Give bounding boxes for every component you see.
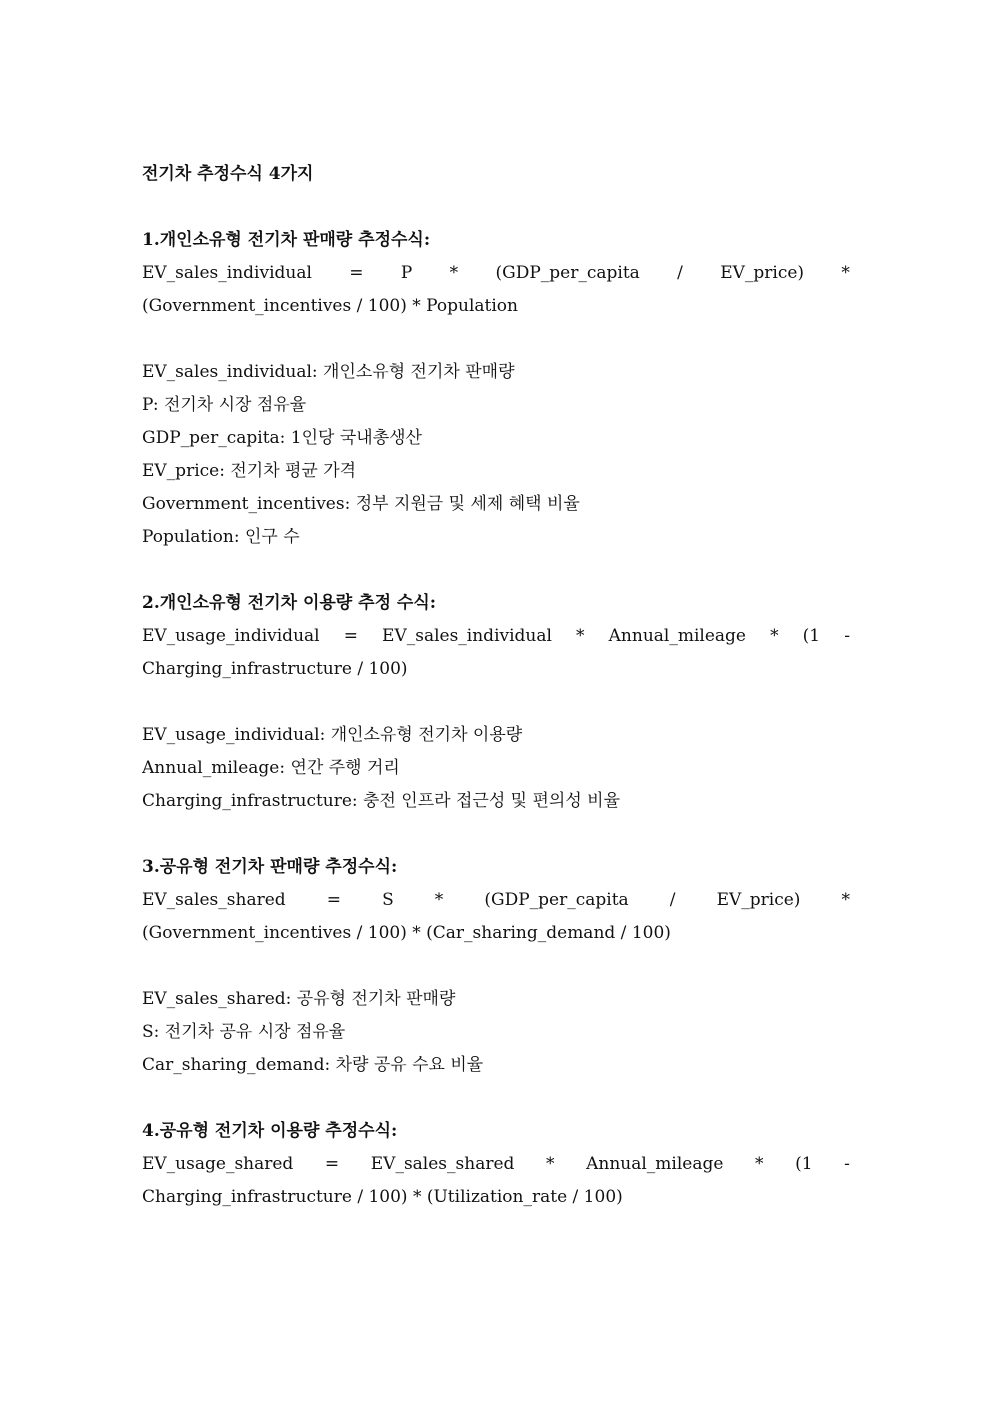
formula-token: *: [841, 890, 850, 910]
definition-line: Annual_mileage: 연간 주행 거리: [142, 758, 400, 778]
section-2: [142, 587, 850, 818]
definition-line: GDP_per_capita: 1인당 국내총생산: [142, 428, 422, 448]
definition-line: P: 전기차 시장 점유율: [142, 395, 307, 415]
formula-token: -: [844, 1154, 850, 1174]
formula-token: EV_price): [716, 890, 801, 910]
formula-token: *: [434, 890, 444, 910]
definition-line: Population: 인구 수: [142, 527, 300, 547]
section-heading: 1.개인소유형 전기차 판매량 추정수식:: [142, 230, 431, 250]
definition-line: Government_incentives: 정부 지원금 및 세제 혜택 비율: [142, 494, 580, 514]
section-heading: 4.공유형 전기차 이용량 추정수식:: [142, 1121, 398, 1141]
spacer: [142, 818, 850, 851]
definition-line: EV_sales_shared: 공유형 전기차 판매량: [142, 989, 456, 1009]
definition-line: EV_sales_individual: 개인소유형 전기차 판매량: [142, 362, 515, 382]
spacer: [142, 1082, 850, 1115]
formula-line: Charging_infrastructure / 100): [142, 659, 408, 679]
spacer: [142, 950, 850, 983]
formula-line: [142, 884, 850, 917]
section-heading: 3.공유형 전기차 판매량 추정수식:: [142, 857, 398, 877]
formula-token: EV_usage_shared: [142, 1154, 294, 1174]
definition-line: EV_usage_individual: 개인소유형 전기차 이용량: [142, 725, 523, 745]
definition-line: Charging_infrastructure: 충전 인프라 접근성 및 편의성 비율: [142, 791, 620, 811]
formula-line: (Government_incentives / 100) * (Car_sharing_demand / 100): [142, 923, 671, 943]
formula-token: *: [576, 626, 585, 646]
spacer: [142, 554, 850, 587]
formula-token: EV_sales_individual: [382, 626, 552, 646]
spacer: [142, 323, 850, 356]
formula-line: (Government_incentives / 100) * Population: [142, 296, 518, 316]
definition-line: EV_price: 전기차 평균 가격: [142, 461, 357, 481]
formula-token: =: [349, 263, 364, 283]
formula-line: [142, 1148, 850, 1181]
formula-token: (1: [802, 626, 821, 646]
formula-token: EV_sales_shared: [370, 1154, 515, 1174]
formula-token: /: [669, 890, 676, 910]
document-page: [142, 158, 850, 1214]
formula-token: P: [400, 263, 413, 283]
formula-token: =: [326, 890, 341, 910]
formula-token: Annual_mileage: [586, 1154, 724, 1174]
formula-token: *: [755, 1154, 764, 1174]
formula-token: *: [841, 263, 850, 283]
formula-token: (1: [795, 1154, 813, 1174]
formula-token: (GDP_per_capita: [484, 890, 629, 910]
formula-token: (GDP_per_capita: [495, 263, 640, 283]
spacer: [142, 191, 850, 224]
formula-token: /: [677, 263, 683, 283]
formula-line: [142, 620, 850, 653]
formula-token: EV_price): [720, 263, 805, 283]
section-4: [142, 1115, 850, 1214]
formula-line: [142, 257, 850, 290]
formula-token: =: [343, 626, 358, 646]
formula-token: *: [449, 263, 459, 283]
formula-token: EV_usage_individual: [142, 626, 320, 646]
definition-line: Car_sharing_demand: 차량 공유 수요 비율: [142, 1055, 484, 1075]
formula-token: -: [844, 626, 850, 646]
formula-token: EV_sales_individual: [142, 263, 312, 283]
definition-line: S: 전기차 공유 시장 점유율: [142, 1022, 346, 1042]
formula-token: *: [770, 626, 779, 646]
formula-token: =: [324, 1154, 340, 1174]
document-title: 전기차 추정수식 4가지: [142, 164, 314, 184]
formula-token: S: [382, 890, 394, 910]
formula-token: *: [546, 1154, 555, 1174]
section-heading: 2.개인소유형 전기차 이용량 추정 수식:: [142, 593, 437, 613]
spacer: [142, 686, 850, 719]
formula-token: EV_sales_shared: [142, 890, 286, 910]
section-1: [142, 224, 850, 554]
formula-token: Annual_mileage: [608, 626, 746, 646]
formula-line: Charging_infrastructure / 100) * (Utilization_rate / 100): [142, 1187, 623, 1207]
section-3: [142, 851, 850, 1082]
